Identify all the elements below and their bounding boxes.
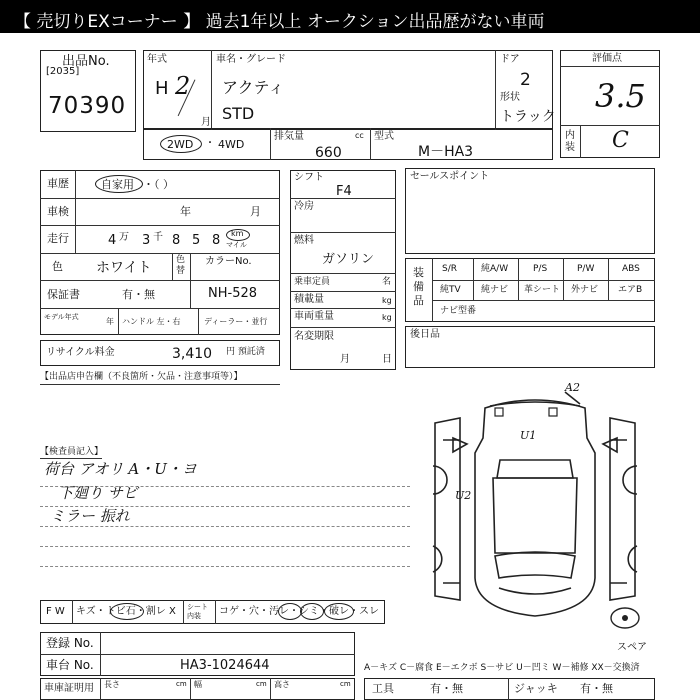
interior-label: 内装	[565, 130, 575, 153]
seat-label: シート内装	[187, 603, 208, 620]
vehicle-diagram	[415, 378, 655, 638]
history-rest: ・（ ）	[143, 178, 174, 191]
postscript-label: 後日品	[410, 329, 440, 340]
chassis-value: HA3-1024644	[180, 658, 270, 673]
seat-items: コゲ・穴・汚レ・シミ・破レ・スレ	[219, 606, 379, 617]
year-era: H	[155, 78, 169, 99]
interior-grade: C	[612, 128, 629, 153]
equip-leather: 革シート	[524, 285, 561, 295]
mileage-km: km	[231, 229, 244, 238]
equipment-label: 装備品	[413, 266, 424, 307]
warranty-options: 有・無	[122, 288, 155, 301]
model-year-label: モデル年式	[44, 313, 79, 321]
handle-options: ハンドル 左・右	[122, 317, 181, 326]
postscript-box	[405, 326, 655, 368]
diagram-mark-u2: U2	[455, 489, 472, 502]
inspector-note-1: 荷台 アオリ A・U・ヨ	[44, 460, 197, 478]
chassis-label: 車台 No.	[46, 658, 94, 672]
lot-sub: [2035]	[46, 66, 80, 77]
type-value: M－HA3	[418, 144, 474, 160]
year-month-unit: 月	[201, 117, 211, 128]
displacement-unit: cc	[355, 131, 364, 140]
equip-tv: 純TV	[440, 285, 461, 295]
lot-label: 出品No.	[62, 54, 110, 69]
inspector-note-3: ミラー 振れ	[50, 507, 130, 525]
diagram-mark-u1: U1	[520, 429, 537, 442]
inspection-label: 車検	[47, 205, 69, 218]
shape-label: 形状	[500, 92, 520, 103]
equip-airbag: エアB	[618, 285, 643, 295]
car-grade: STD	[222, 104, 255, 123]
tools-options: 有・無	[430, 682, 463, 695]
inspector-note-2: 下廻り サビ	[58, 484, 138, 502]
jack-label: ジャッキ	[514, 682, 558, 695]
shift-value: F4	[336, 184, 352, 199]
dim-length: 長さ	[104, 680, 120, 689]
door-label: ドア	[500, 54, 520, 65]
shape-value: トラック	[500, 109, 556, 125]
recycle-label: リサイクル料金	[46, 347, 115, 358]
defect-legend: A－キズ C－腐食 E－エクボ S－サビ U－凹ミ W－補修 XX－交換済	[364, 663, 640, 673]
dim-width-unit: cm	[256, 680, 267, 688]
type-label: 型式	[374, 131, 394, 142]
jack-options: 有・無	[580, 682, 613, 695]
name-change-month: 月	[340, 354, 350, 365]
dimensions-label: 車庫証明用	[44, 683, 94, 694]
diagram-mark-a2: A2	[565, 381, 580, 394]
color-label: 色	[52, 260, 63, 273]
mileage-label: 走行	[47, 232, 69, 245]
inspection-year: 年	[180, 205, 191, 218]
drive-option-4wd: 4WD	[218, 138, 245, 151]
drive-option-2wd: 2WD	[167, 138, 194, 151]
shift-label: シフト	[294, 172, 324, 183]
recycle-unit: 円 預託済	[226, 347, 265, 357]
year-label: 年式	[147, 54, 167, 65]
dealer-options: ディーラー・並行	[204, 317, 268, 326]
equip-abs: ABS	[622, 264, 640, 274]
history-value: 自家用	[101, 178, 134, 191]
evaluation-label: 評価点	[592, 53, 622, 64]
inspector-label: 【検査員記入】	[40, 447, 104, 457]
lot-number: 70390	[48, 93, 127, 119]
weight-unit: kg	[382, 313, 392, 322]
color-code-label: カラーNo.	[205, 256, 252, 267]
recycle-value: 3,410	[172, 346, 213, 362]
mileage-man-unit: 万	[119, 232, 129, 243]
seller-notes-label: 【出品店申告欄（不良箇所・欠品・注意事項等）】	[40, 372, 243, 382]
fuel-value: ガソリン	[322, 252, 375, 267]
ac-label: 冷房	[294, 201, 314, 212]
mileage-sen-unit: 千	[153, 232, 163, 243]
name-change-label: 名変期限	[294, 331, 334, 342]
drive-sep: ・	[205, 138, 215, 149]
registration-label: 登録 No.	[46, 636, 94, 650]
displacement-value: 660	[315, 145, 342, 161]
navi-model-label: ナビ型番	[440, 306, 477, 316]
history-label: 車歴	[47, 177, 69, 190]
color-code-value: NH-528	[208, 286, 258, 301]
dim-width: 幅	[194, 680, 202, 689]
weight-label: 車両重量	[294, 311, 334, 322]
equip-pw: P/W	[577, 264, 595, 274]
car-name-label: 車名・グレード	[216, 54, 286, 65]
mileage-d1: 8	[172, 233, 181, 248]
fw-items: キズ・トビ石・割レ X	[76, 606, 176, 617]
spare-label: スペア	[617, 642, 647, 653]
equip-ps: P/S	[533, 264, 548, 274]
fw-label: F W	[46, 606, 65, 617]
mileage-d3: 8	[212, 233, 221, 248]
mileage-d2: 5	[192, 233, 201, 248]
year-value: 2	[175, 72, 191, 100]
fuel-label: 燃料	[294, 235, 314, 246]
color-value: ホワイト	[96, 260, 152, 276]
displacement-label: 排気量	[274, 131, 304, 142]
evaluation-score: 3.5	[595, 77, 646, 115]
name-change-day: 日	[382, 354, 392, 365]
equip-aw: 純A/W	[481, 264, 509, 274]
equip-navi: 純ナビ	[481, 285, 509, 295]
load-label: 積載量	[294, 294, 324, 305]
seats-label: 乗車定員	[294, 277, 331, 287]
repaint-label: 色替	[176, 255, 186, 276]
dim-height-unit: cm	[340, 680, 351, 688]
inspection-month: 月	[250, 205, 261, 218]
car-name: アクティ	[222, 78, 285, 97]
equip-sr: S/R	[442, 264, 457, 274]
equip-ext-navi: 外ナビ	[571, 285, 599, 295]
warranty-label: 保証書	[47, 288, 80, 301]
seats-unit: 名	[382, 277, 392, 287]
model-year-unit: 年	[106, 317, 114, 326]
mileage-mile: マイル	[226, 241, 247, 249]
door-value: 2	[520, 70, 531, 90]
load-unit: kg	[382, 296, 392, 305]
mileage-man: 4	[108, 233, 117, 248]
sales-point-label: セールスポイント	[410, 171, 490, 182]
tools-label: 工具	[372, 682, 394, 695]
mileage-sen: 3	[142, 233, 151, 248]
dim-length-unit: cm	[176, 680, 187, 688]
page-title: 【 売切りEXコーナー 】 過去1年以上 オークション出品歴がない車両	[14, 12, 545, 32]
dim-height: 高さ	[274, 680, 290, 689]
